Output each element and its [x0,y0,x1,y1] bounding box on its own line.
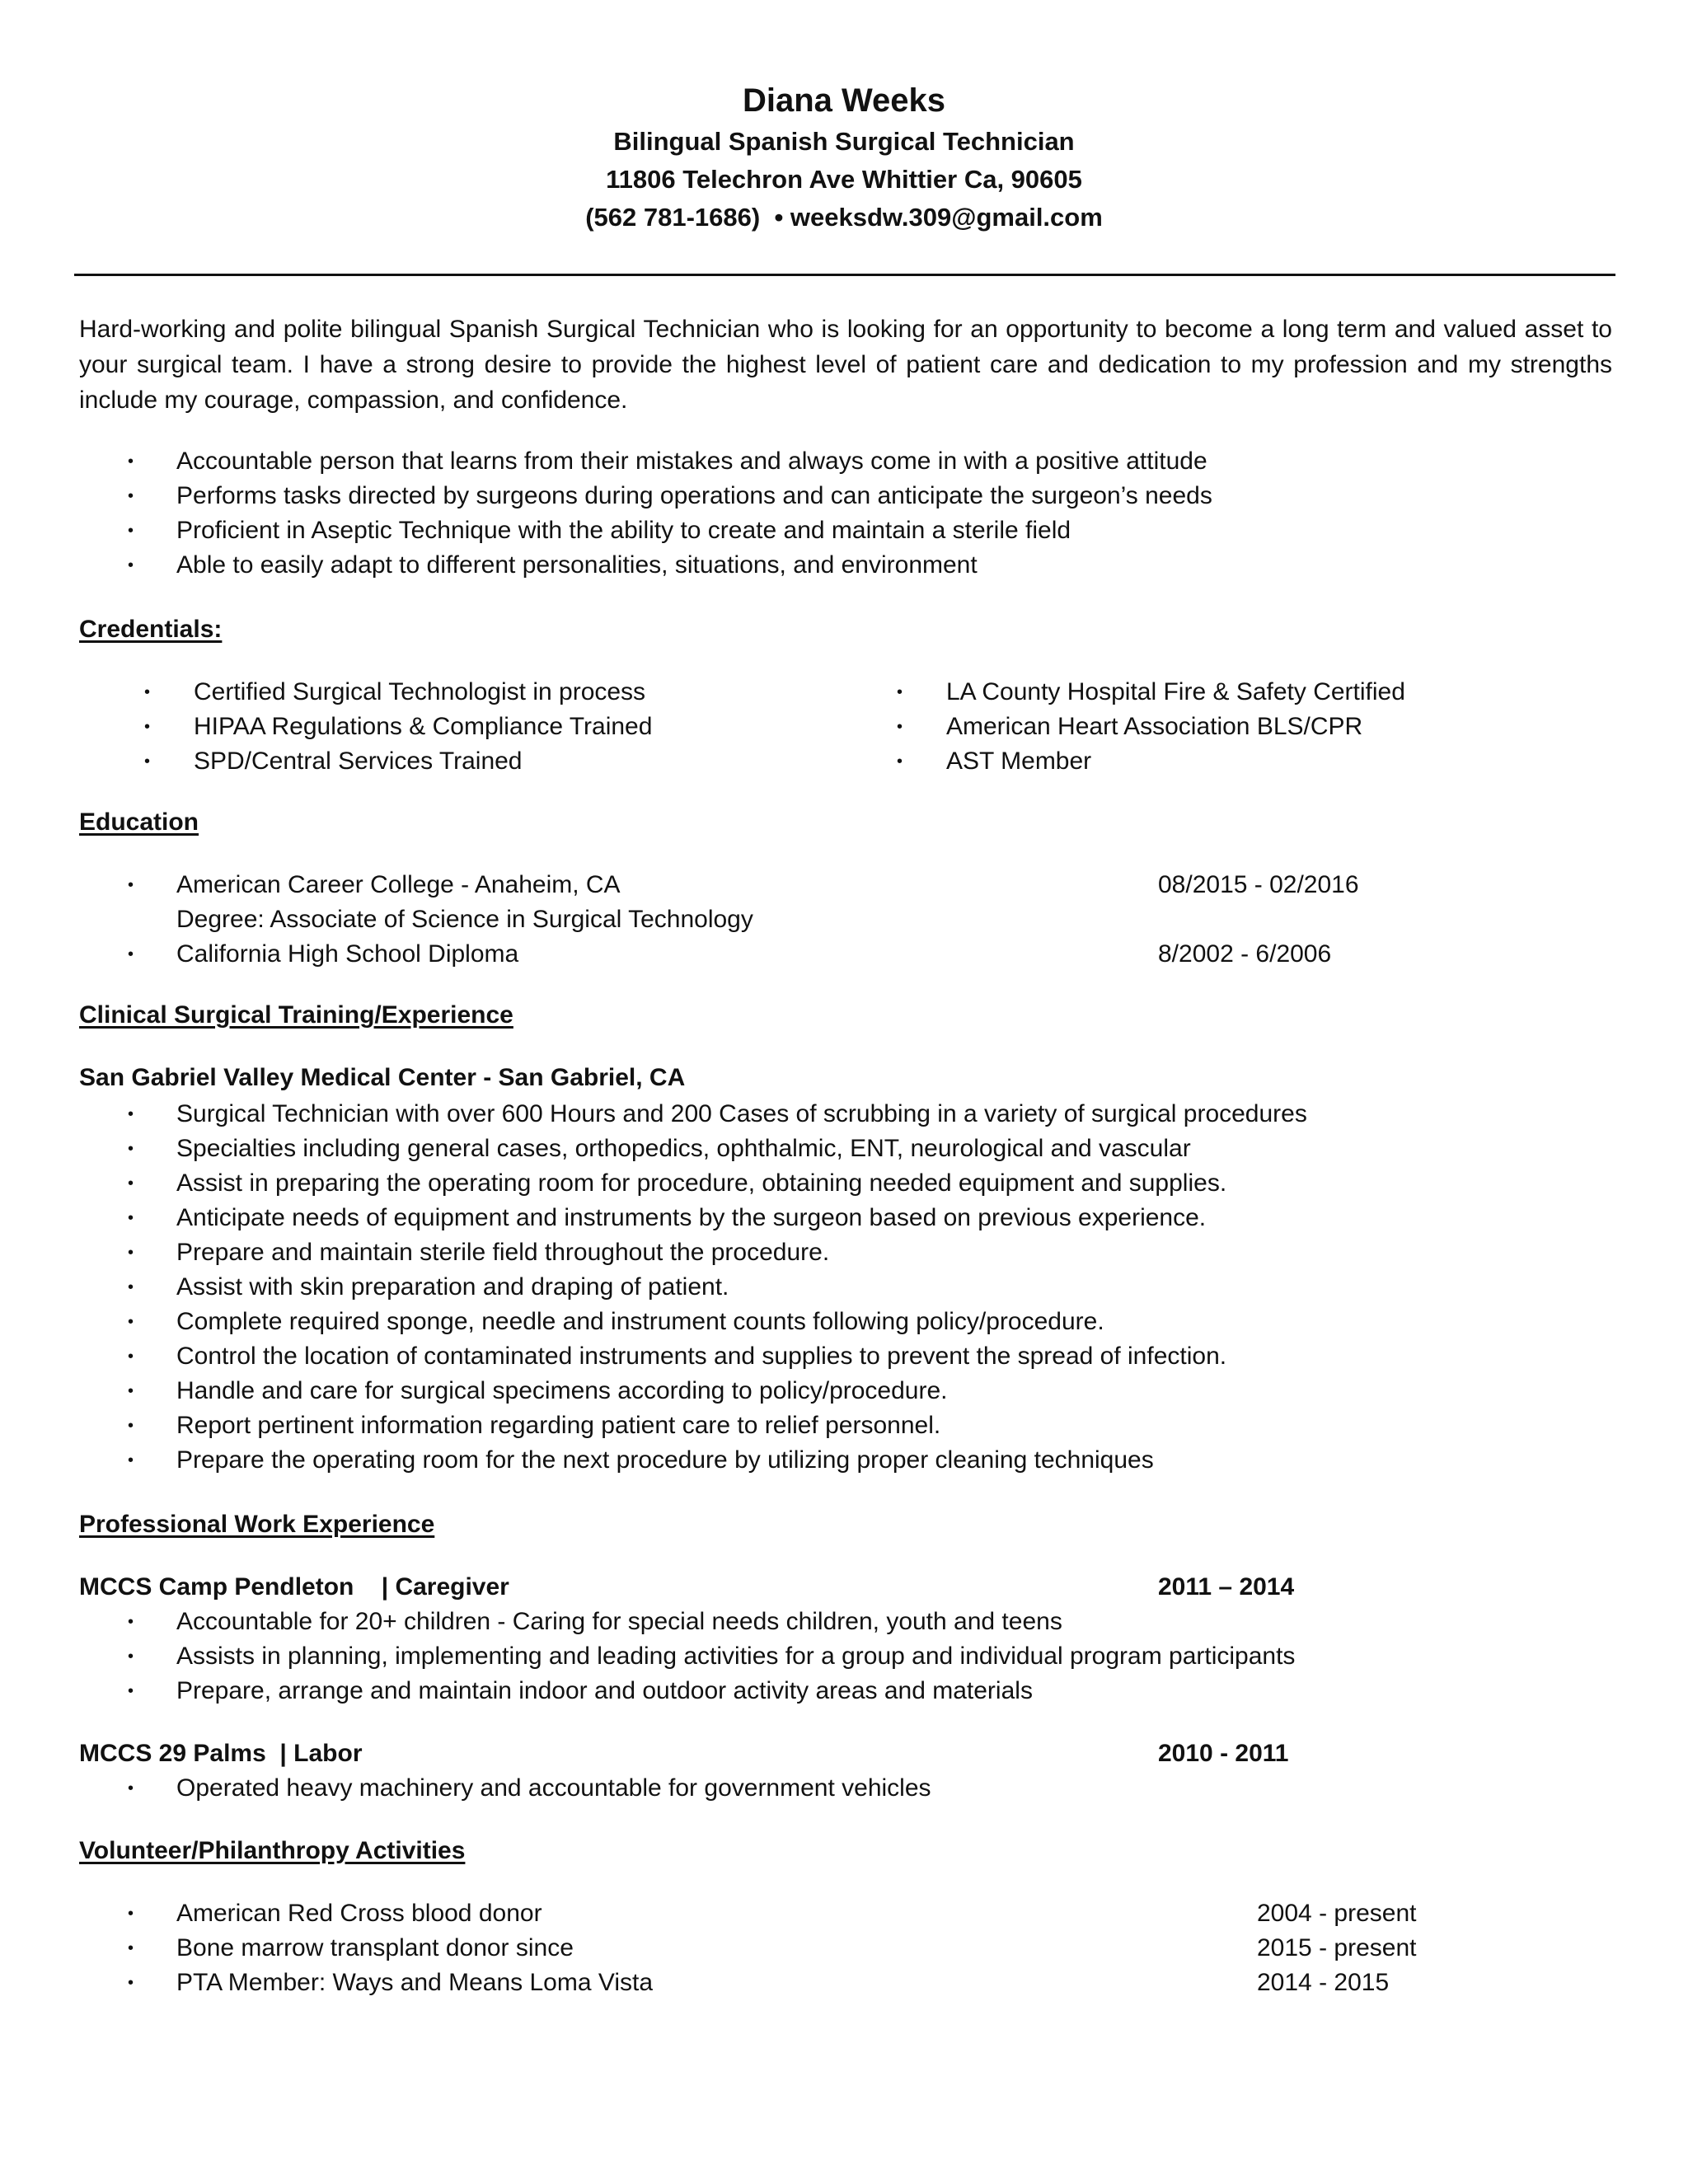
clinical-duty: Assist in preparing the operating room for procedure, obtaining needed equipment and supplies. [176,1169,1227,1197]
clinical-duty: Handle and care for surgical specimens according to policy/procedure. [176,1377,948,1404]
credentials-heading: Credentials: [79,616,223,643]
bullet-icon: • [128,1140,134,1158]
volunteer-heading: Volunteer/Philanthropy Activities [79,1837,466,1864]
education-school: American Career College - Anaheim, CA [176,871,621,898]
bullet-icon: • [128,945,134,963]
bullet-icon: • [128,1417,134,1435]
clinical-duty: Anticipate needs of equipment and instruments by the surgeon based on previous experience. [176,1204,1207,1231]
summary-paragraph: Hard-working and polite bilingual Spanish Surgical Technician who is looking for an opportunity to become a long term and valued asset to your surgical team. I have a strong desire to provide the highest level of patient care and dedication to my profession and my strengths include my courage, compassion, and confidence. [79,316,1612,414]
bullet-icon: • [128,1313,134,1331]
bullet-icon: • [144,683,151,701]
bullet-icon: • [128,1244,134,1262]
header-divider [74,274,1615,276]
work-heading: Professional Work Experience [79,1511,435,1538]
strength-item: Accountable person that learns from their mistakes and always come in with a positive attitude [176,448,1207,475]
clinical-heading: Clinical Surgical Training/Experience [79,1001,513,1029]
clinical-duty: Prepare and maintain sterile field throughout the procedure. [176,1239,830,1266]
clinical-duty: Report pertinent information regarding patient care to relief personnel. [176,1412,941,1439]
bullet-icon: • [128,1905,134,1923]
clinical-employer: San Gabriel Valley Medical Center - San Gabriel, CA [79,1064,686,1091]
bullet-icon: • [128,1451,134,1469]
job-title-line [79,1737,363,1770]
contact-separator: • [774,203,784,232]
education-detail: Degree: Associate of Science in Surgical Technology [176,906,753,933]
bullet-icon: • [128,1613,134,1631]
contact-line [0,201,1688,234]
volunteer-dates: 2015 - present [1257,1934,1417,1961]
job-role: Caregiver [395,1573,509,1601]
bullet-icon: • [128,1209,134,1227]
clinical-duty: Surgical Technician with over 600 Hours and 200 Cases of scrubbing in a variety of surgical procedures [176,1100,1307,1127]
clinical-duty: Control the location of contaminated instruments and supplies to prevent the spread of infection. [176,1343,1227,1370]
resume-address: 11806 Telechron Ave Whittier Ca, 90605 [606,165,1082,194]
bullet-icon: • [897,683,903,701]
job-dates: 2011 – 2014 [1158,1573,1295,1601]
job-role: Labor [293,1740,363,1767]
credential-item: AST Member [946,748,1092,775]
clinical-duty: Prepare the operating room for the next procedure by utilizing proper cleaning techniques [176,1446,1154,1474]
bullet-icon: • [144,752,151,771]
bullet-icon: • [128,1779,134,1797]
bullet-icon: • [128,452,134,471]
job-dates: 2010 - 2011 [1158,1740,1289,1767]
bullet-icon: • [128,1682,134,1700]
job-duty: Assists in planning, implementing and leading activities for a group and individual program participants [176,1643,1296,1670]
strength-item: Able to easily adapt to different personalities, situations, and environment [176,551,978,579]
education-dates: 08/2015 - 02/2016 [1158,871,1359,898]
bullet-icon: • [128,1174,134,1193]
volunteer-dates: 2004 - present [1257,1900,1417,1927]
job-duty: Prepare, arrange and maintain indoor and outdoor activity areas and materials [176,1677,1033,1704]
credential-item: SPD/Central Services Trained [194,748,523,775]
resume-title: Bilingual Spanish Surgical Technician [613,127,1075,156]
strength-item: Performs tasks directed by surgeons during operations and can anticipate the surgeon’s needs [176,482,1212,509]
volunteer-activity: American Red Cross blood donor [176,1900,542,1927]
bullet-icon: • [128,1939,134,1957]
clinical-duty: Complete required sponge, needle and instrument counts following policy/procedure. [176,1308,1104,1335]
bullet-icon: • [128,1974,134,1992]
education-heading: Education [79,808,199,836]
bullet-icon: • [128,487,134,505]
bullet-icon: • [128,1347,134,1366]
credential-item: American Heart Association BLS/CPR [946,713,1363,740]
clinical-duty: Assist with skin preparation and draping of patient. [176,1273,729,1301]
phone-number: (562 781-1686) [585,203,761,232]
bullet-icon: • [128,522,134,540]
credential-item: HIPAA Regulations & Compliance Trained [194,713,653,740]
bullet-icon: • [897,752,903,771]
resume-name: Diana Weeks [742,82,946,119]
job-duty: Operated heavy machinery and accountable for government vehicles [176,1774,931,1802]
education-dates: 8/2002 - 6/2006 [1158,940,1332,968]
job-org: MCCS Camp Pendleton | [79,1573,389,1601]
education-school: California High School Diploma [176,940,519,968]
bullet-icon: • [128,556,134,574]
credential-item: Certified Surgical Technologist in process [194,678,646,705]
bullet-icon: • [128,1105,134,1123]
volunteer-activity: PTA Member: Ways and Means Loma Vista [176,1969,654,1996]
bullet-icon: • [128,1647,134,1666]
credential-item: LA County Hospital Fire & Safety Certified [946,678,1405,705]
bullet-icon: • [128,1382,134,1400]
bullet-icon: • [128,1278,134,1296]
volunteer-activity: Bone marrow transplant donor since [176,1934,574,1961]
strength-item: Proficient in Aseptic Technique with the ability to create and maintain a sterile field [176,517,1071,544]
bullet-icon: • [128,876,134,894]
bullet-icon: • [144,718,151,736]
job-org: MCCS 29 Palms | [79,1740,287,1767]
email-address: weeksdw.309@gmail.com [790,203,1103,232]
bullet-icon: • [897,718,903,736]
job-title-line [79,1571,509,1604]
job-duty: Accountable for 20+ children - Caring for special needs children, youth and teens [176,1608,1062,1635]
clinical-duty: Specialties including general cases, orthopedics, ophthalmic, ENT, neurological and vascular [176,1135,1191,1162]
volunteer-dates: 2014 - 2015 [1257,1969,1390,1996]
